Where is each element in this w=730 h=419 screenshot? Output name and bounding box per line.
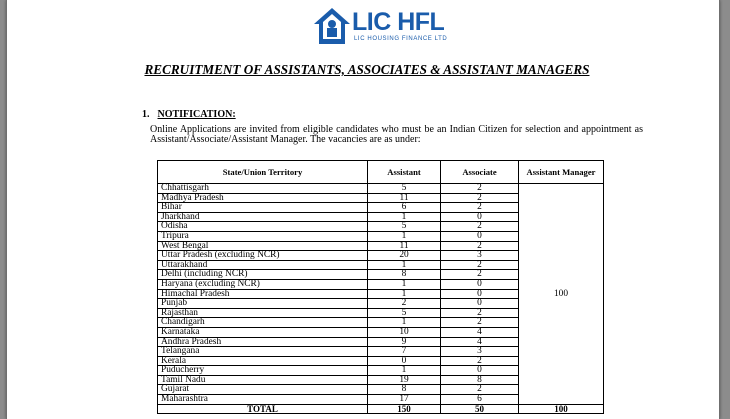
- total-assistant: 150: [368, 404, 441, 414]
- cell-assistant: 0: [368, 356, 441, 366]
- cell-assistant: 1: [368, 231, 441, 241]
- cell-assistant: 11: [368, 193, 441, 203]
- lic-hfl-logo: [312, 6, 446, 46]
- cell-state: Telangana: [158, 347, 368, 357]
- cell-state: Gujarat: [158, 385, 368, 395]
- table-total-row: [158, 404, 604, 414]
- cell-state: Tamil Nadu: [158, 375, 368, 385]
- cell-associate: 4: [441, 337, 519, 347]
- cell-state: Haryana (excluding NCR): [158, 279, 368, 289]
- cell-assistant: 9: [368, 337, 441, 347]
- cell-associate: 2: [441, 308, 519, 318]
- cell-associate: 6: [441, 395, 519, 405]
- cell-assistant: 1: [368, 260, 441, 270]
- cell-associate: 2: [441, 184, 519, 194]
- cell-associate: 4: [441, 327, 519, 337]
- cell-assistant: 7: [368, 347, 441, 357]
- table-body: [158, 184, 604, 414]
- cell-associate: 3: [441, 251, 519, 261]
- cell-state: Puducherry: [158, 366, 368, 376]
- section-number: 1.: [142, 109, 150, 120]
- cell-state: Rajasthan: [158, 308, 368, 318]
- document-title: RECRUITMENT OF ASSISTANTS, ASSOCIATES & ASSISTANT MANAGERS: [144, 62, 590, 77]
- logo-subtitle: LIC HOUSING FINANCE LTD: [354, 36, 448, 42]
- cell-associate: 2: [441, 241, 519, 251]
- cell-associate: 2: [441, 222, 519, 232]
- cell-assistant: 8: [368, 270, 441, 280]
- cell-state: Odisha: [158, 222, 368, 232]
- cell-state: Punjab: [158, 299, 368, 309]
- cell-assistant: 1: [368, 318, 441, 328]
- cell-associate: 0: [441, 231, 519, 241]
- cell-assistant: 8: [368, 385, 441, 395]
- table-row: [158, 184, 604, 194]
- cell-assistant: 5: [368, 222, 441, 232]
- document-page: [6, 0, 720, 419]
- cell-state: Himachal Pradesh: [158, 289, 368, 299]
- cell-state: Maharashtra: [158, 395, 368, 405]
- cell-associate: 0: [441, 289, 519, 299]
- cell-associate: 0: [441, 279, 519, 289]
- cell-assistant: 6: [368, 203, 441, 213]
- cell-assistant: 11: [368, 241, 441, 251]
- section-title: NOTIFICATION:: [157, 109, 236, 120]
- header-associate: Associate: [441, 161, 519, 184]
- cell-associate: 2: [441, 193, 519, 203]
- cell-state: Karnataka: [158, 327, 368, 337]
- cell-assistant: 5: [368, 184, 441, 194]
- cell-state: Bihar: [158, 203, 368, 213]
- vacancy-table: [157, 160, 604, 414]
- logo-wordmark: LIC HFL: [352, 8, 445, 36]
- notification-paragraph: Online Applications are invited from eligible candidates who must be an Indian Citizen for selection and appointment as Assistant/Associate/Assistant Manager. The vacancies are as under:: [150, 124, 643, 146]
- cell-assistant: 20: [368, 251, 441, 261]
- cell-state: Uttarakhand: [158, 260, 368, 270]
- header-state: State/Union Territory: [158, 161, 368, 184]
- cell-associate: 2: [441, 385, 519, 395]
- cell-state: Chhattisgarh: [158, 184, 368, 194]
- cell-state: Tripura: [158, 231, 368, 241]
- cell-assistant: 1: [368, 366, 441, 376]
- cell-state: West Bengal: [158, 241, 368, 251]
- table-header-row: [158, 161, 604, 184]
- cell-assistant: 5: [368, 308, 441, 318]
- cell-associate: 3: [441, 347, 519, 357]
- cell-assistant-manager: 100: [519, 184, 604, 405]
- cell-associate: 2: [441, 203, 519, 213]
- cell-associate: 8: [441, 375, 519, 385]
- header-assistant: Assistant: [368, 161, 441, 184]
- cell-associate: 0: [441, 366, 519, 376]
- cell-state: Jharkhand: [158, 212, 368, 222]
- cell-state: Chandigarh: [158, 318, 368, 328]
- cell-assistant: 17: [368, 395, 441, 405]
- cell-state: Kerala: [158, 356, 368, 366]
- cell-assistant: 2: [368, 299, 441, 309]
- cell-associate: 2: [441, 270, 519, 280]
- cell-assistant: 1: [368, 212, 441, 222]
- total-label: TOTAL: [158, 404, 368, 414]
- cell-state: Delhi (including NCR): [158, 270, 368, 280]
- cell-assistant: 10: [368, 327, 441, 337]
- cell-assistant: 19: [368, 375, 441, 385]
- cell-associate: 2: [441, 356, 519, 366]
- cell-assistant: 1: [368, 289, 441, 299]
- cell-associate: 0: [441, 212, 519, 222]
- cell-associate: 0: [441, 299, 519, 309]
- cell-associate: 2: [441, 260, 519, 270]
- house-logo-icon: [312, 6, 352, 46]
- section-heading: [142, 109, 236, 120]
- total-assistant-manager: 100: [519, 404, 604, 414]
- cell-state: Madhya Pradesh: [158, 193, 368, 203]
- cell-state: Uttar Pradesh (excluding NCR): [158, 251, 368, 261]
- cell-assistant: 1: [368, 279, 441, 289]
- header-assistant-manager: Assistant Manager: [519, 161, 604, 184]
- cell-state: Andhra Pradesh: [158, 337, 368, 347]
- cell-associate: 2: [441, 318, 519, 328]
- total-associate: 50: [441, 404, 519, 414]
